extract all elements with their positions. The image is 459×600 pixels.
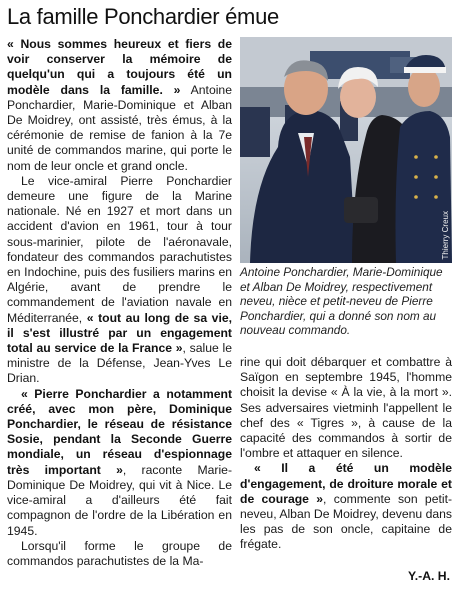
paragraph-2 — [7, 174, 232, 387]
paragraph-1 — [7, 37, 232, 174]
quote-grandnephew: « Il a été un modèle d'engagement, de droiture morale et de courage » — [240, 461, 452, 506]
photo-illustration — [240, 37, 452, 263]
paragraph-text: , raconte Marie-Dominique De Moidrey, qui vit à Nice. Le vice-amiral a d'ailleurs été fait compagnon de l'ordre de la Libération en 1945. — [7, 462, 233, 538]
paragraph-text: Lorsqu'il forme le groupe de commandos parachutistes de la Ma- — [7, 538, 232, 568]
paragraph-5 — [240, 355, 452, 461]
quote-niece: « Pierre Ponchardier a notamment créé, avec mon père, Dominique Ponchardier, le réseau de résistance Sosie, pendant la Seconde Guerre mondiale, un réseau d'espionnage très important » — [7, 386, 232, 477]
article-column-left — [7, 37, 232, 569]
author-signature: Y.-A. H. — [408, 569, 450, 583]
paragraph-4 — [7, 539, 232, 569]
paragraph-text: , salue le ministre de la Défense, Jean-Yves Le Drian. — [7, 341, 232, 386]
paragraph-text: Antoine Ponchardier, Marie-Dominique et Alban De Moidrey, ont assisté, très émus, à la cérémonie de remise de fanion à la 7e unité de commandos marine, qui porte le nom de leur oncle et grand oncle. — [7, 82, 232, 173]
paragraph-3 — [7, 387, 232, 539]
photo-caption: Antoine Ponchardier, Marie-Dominique et Alban De Moidrey, respectivement neveu, nièce et petit-neveu de Pierre Ponchardier, qui a donné son nom au nouveau commando. — [240, 265, 443, 338]
quote-family: « Nous sommes heureux et fiers de voir conserver la mémoire de quelqu'un qui a toujours été un modèle dans la famille. » — [7, 37, 232, 97]
paragraph-text: rine qui doit débarquer et combattre à Saïgon en septembre 1945, l'homme choisit la devise « À la vie, à la mort ». Ses adversaires vietminh l'appellent le chef des « Tigres », à cause de la capacité des commandos à sortir de l'ombre et attaquer en silence. — [240, 355, 452, 461]
paragraph-text: Le vice-amiral Pierre Ponchardier demeure une figure de la Marine nationale. Né en 1927 et mort dans un accident d'avion en 1961, tour à tour sous-marinier, pilote de l'aéronavale, fondateur des commandos parachutistes en Indochine, puis des fusiliers marins en Algérie, avant de prendre le commandement de l'aviation navale en Méditerranée, — [7, 173, 232, 325]
quote-minister: « tout au long de sa vie, il s'est illustré par un engagement total au service de la France » — [7, 310, 232, 356]
paragraph-text: , commente son petit-neveu, Alban De Moidrey, devenu dans les pas de son oncle, capitaine de frégate. — [240, 491, 453, 552]
photo-credit: Thierry Creux — [441, 210, 450, 259]
article-column-right — [240, 355, 452, 553]
paragraph-6 — [240, 461, 452, 552]
article-title: La famille Ponchardier émue — [7, 4, 279, 29]
article-photo — [240, 37, 452, 263]
